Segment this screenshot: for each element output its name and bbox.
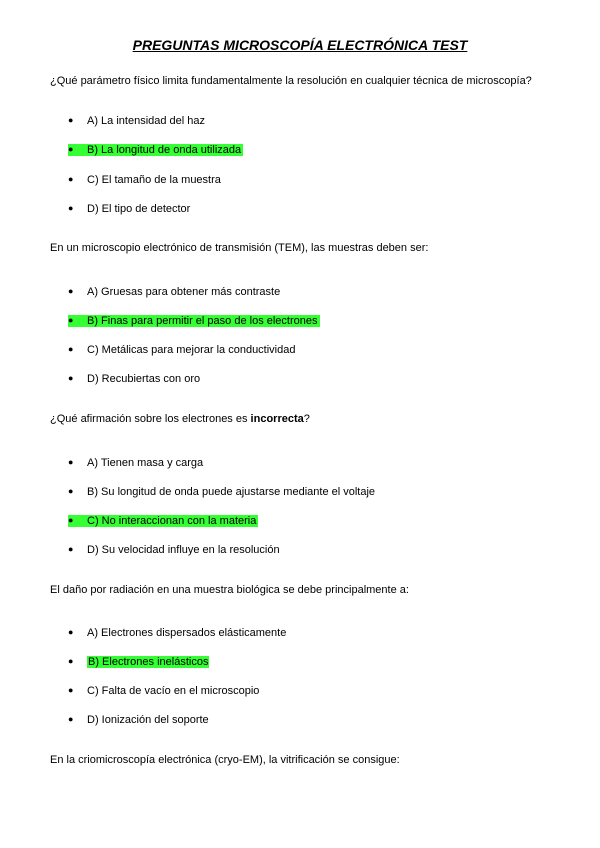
option-4c [68, 683, 259, 698]
option-2b [68, 313, 320, 328]
question-text-end: ? [303, 413, 310, 425]
question-5: En la criomicroscopía electrónica (cryo-EM), la vitrificación se consigue: [50, 754, 400, 766]
option-2d [68, 371, 200, 386]
option-label-correct: C) No interaccionan con la materia [87, 515, 257, 527]
option-3d [68, 542, 280, 557]
question-4: El daño por radiación en una muestra biológica se debe principalmente a: [50, 584, 409, 596]
question-1: ¿Qué parámetro físico limita fundamentalmente la resolución en cualquier técnica de microscopía? [50, 75, 532, 87]
question-2: En un microscopio electrónico de transmisión (TEM), las muestras deben ser: [50, 242, 429, 254]
bullet-icon: ● [68, 115, 74, 125]
option-label-correct: B) La longitud de onda utilizada [87, 144, 242, 156]
question-text: ¿Qué afirmación sobre los electrones es [50, 413, 251, 425]
option-label: A) Gruesas para obtener más contraste [87, 286, 281, 298]
option-4b [68, 654, 209, 669]
option-label: D) Ionización del soporte [87, 714, 209, 726]
page-title: PREGUNTAS MICROSCOPÍA ELECTRÓNICA TEST [132, 37, 468, 53]
option-label: A) Electrones dispersados elásticamente [87, 627, 287, 639]
bullet-icon: ● [68, 685, 74, 695]
option-1d [68, 201, 190, 216]
question-emphasis: incorrecta [250, 413, 304, 425]
option-3c [68, 513, 258, 528]
option-label: D) Su velocidad influye en la resolución [87, 544, 280, 556]
bullet-icon: ● [68, 174, 74, 184]
option-label-correct: B) Finas para permitir el paso de los electrones [87, 315, 318, 327]
bullet-icon: ● [68, 144, 74, 154]
bullet-icon: ● [68, 203, 74, 213]
option-4a [68, 625, 286, 640]
bullet-icon: ● [68, 544, 74, 554]
question-3 [50, 413, 310, 425]
bullet-icon: ● [68, 486, 74, 496]
bullet-icon: ● [68, 627, 74, 637]
bullet-icon: ● [68, 315, 74, 325]
option-label: D) El tipo de detector [87, 203, 191, 215]
bullet-icon: ● [68, 373, 74, 383]
bullet-icon: ● [68, 286, 74, 296]
option-1a [68, 113, 205, 128]
option-label: A) La intensidad del haz [87, 115, 206, 127]
bullet-icon: ● [68, 656, 74, 666]
option-label: A) Tienen masa y carga [87, 457, 204, 469]
option-label: D) Recubiertas con oro [87, 373, 201, 385]
option-label: C) Falta de vacío en el microscopio [87, 685, 260, 697]
option-4d [68, 712, 209, 727]
option-label: C) Metálicas para mejorar la conductividad [87, 344, 296, 356]
option-2a [68, 284, 280, 299]
bullet-icon: ● [68, 344, 74, 354]
option-1c [68, 172, 221, 187]
option-label: B) Su longitud de onda puede ajustarse mediante el voltaje [87, 486, 376, 498]
option-label: C) El tamaño de la muestra [87, 174, 221, 186]
bullet-icon: ● [68, 714, 74, 724]
bullet-icon: ● [68, 457, 74, 467]
option-1b [68, 142, 243, 157]
option-2c [68, 342, 295, 357]
bullet-icon: ● [68, 515, 74, 525]
option-label-correct: B) Electrones inelásticos [88, 656, 209, 668]
option-3a [68, 455, 203, 470]
option-3b [68, 484, 375, 499]
